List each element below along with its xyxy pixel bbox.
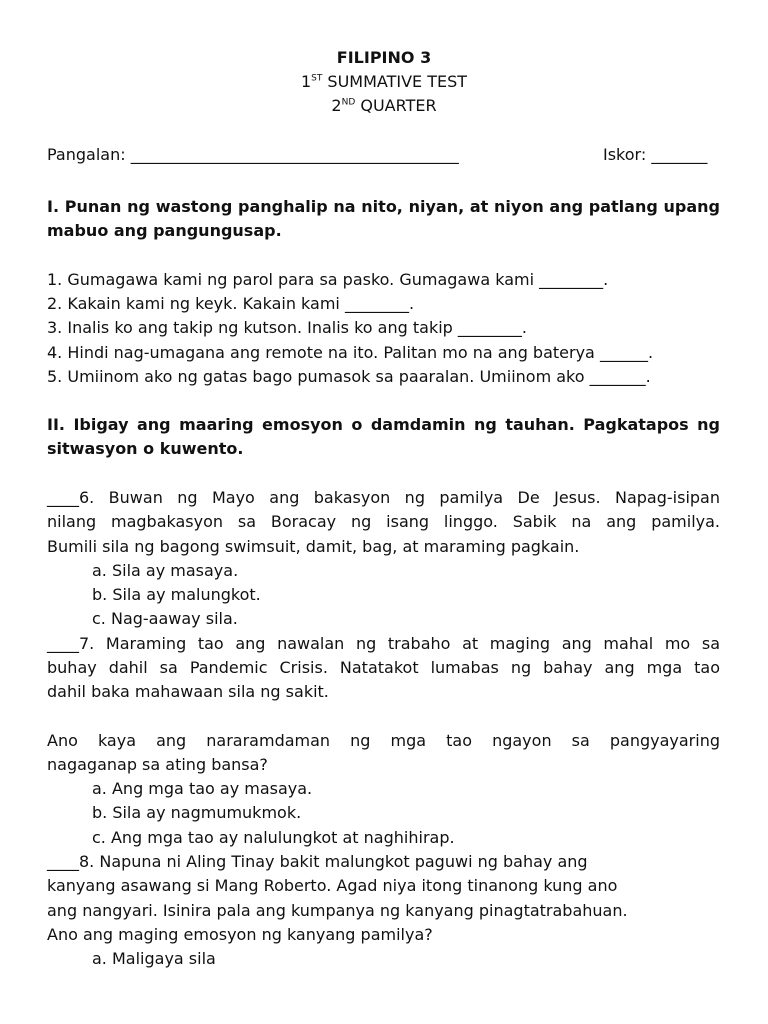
q7-line-2: buhay dahil sa Pandemic Crisis. Natatakot lumabas ng bahay ang mga tao [47,658,720,677]
test-title: 1ST SUMMATIVE TEST [300,72,468,91]
q8-line-1: ____8. Napuna ni Aling Tinay bakit malungkot paguwi ng bahay ang [47,852,588,871]
q7-line-1: ____7. Maraming tao ang nawalan ng trabaho at maging ang mahal mo sa [47,634,720,653]
section1-item-1: 1. Gumagawa kami ng parol para sa pasko. Gumagawa kami ________. [47,270,609,289]
score-field: Iskor: _______ [603,145,708,164]
q7-question-line-1: Ano kaya ang nararamdaman ng mga tao ngayon sa pangyayaring [47,731,720,750]
q6-line-2: nilang magbakasyon sa Boracay ng isang linggo. Sabik na ang pamilya. [47,512,720,531]
q7-question-line-2: nagaganap sa ating bansa? [47,755,268,774]
section1-instruction-line1: I. Punan ng wastong panghalip na nito, niyan, at niyon ang patlang upang [47,197,720,216]
q6-choice-b: b. Sila ay malungkot. [92,585,261,604]
section1-item-4: 4. Hindi nag-umagana ang remote na ito. Palitan mo na ang baterya ______. [47,343,654,362]
name-field: Pangalan: _________________________________________ [47,145,459,164]
q7-choice-c: c. Ang mga tao ay nalulungkot at naghihirap. [92,828,455,847]
q6-line-1: ____6. Buwan ng Mayo ang bakasyon ng pamilya De Jesus. Napag-isipan [47,488,720,507]
q8-line-2: kanyang asawang si Mang Roberto. Agad niya itong tinanong kung ano [47,876,618,895]
q7-choice-b: b. Sila ay nagmumukmok. [92,803,302,822]
q7-choice-a: a. Ang mga tao ay masaya. [92,779,313,798]
subject-title: FILIPINO 3 [336,48,432,67]
quarter-title: 2ND QUARTER [331,96,437,115]
section1-instruction-line2: mabuo ang pangungusap. [47,221,282,240]
section1-item-2: 2. Kakain kami ng keyk. Kakain kami ________. [47,294,415,313]
section1-item-5: 5. Umiinom ako ng gatas bago pumasok sa paaralan. Umiinom ako _______. [47,367,651,386]
section2-instruction-line2: sitwasyon o kuwento. [47,439,244,458]
q8-line-4: Ano ang maging emosyon ng kanyang pamilya? [47,925,433,944]
q8-choice-a: a. Maligaya sila [92,949,216,968]
section2-instruction-line1: II. Ibigay ang maaring emosyon o damdamin ng tauhan. Pagkatapos ng [47,415,720,434]
q8-line-3: ang nangyari. Isinira pala ang kumpanya ng kanyang pinagtatrabahuan. [47,901,628,920]
q6-choice-c: c. Nag-aaway sila. [92,609,238,628]
q6-line-3: Bumili sila ng bagong swimsuit, damit, bag, at maraming pagkain. [47,537,580,556]
q6-choice-a: a. Sila ay masaya. [92,561,239,580]
q7-line-3: dahil baka mahawaan sila ng sakit. [47,682,329,701]
section1-item-3: 3. Inalis ko ang takip ng kutson. Inalis ko ang takip ________. [47,318,527,337]
